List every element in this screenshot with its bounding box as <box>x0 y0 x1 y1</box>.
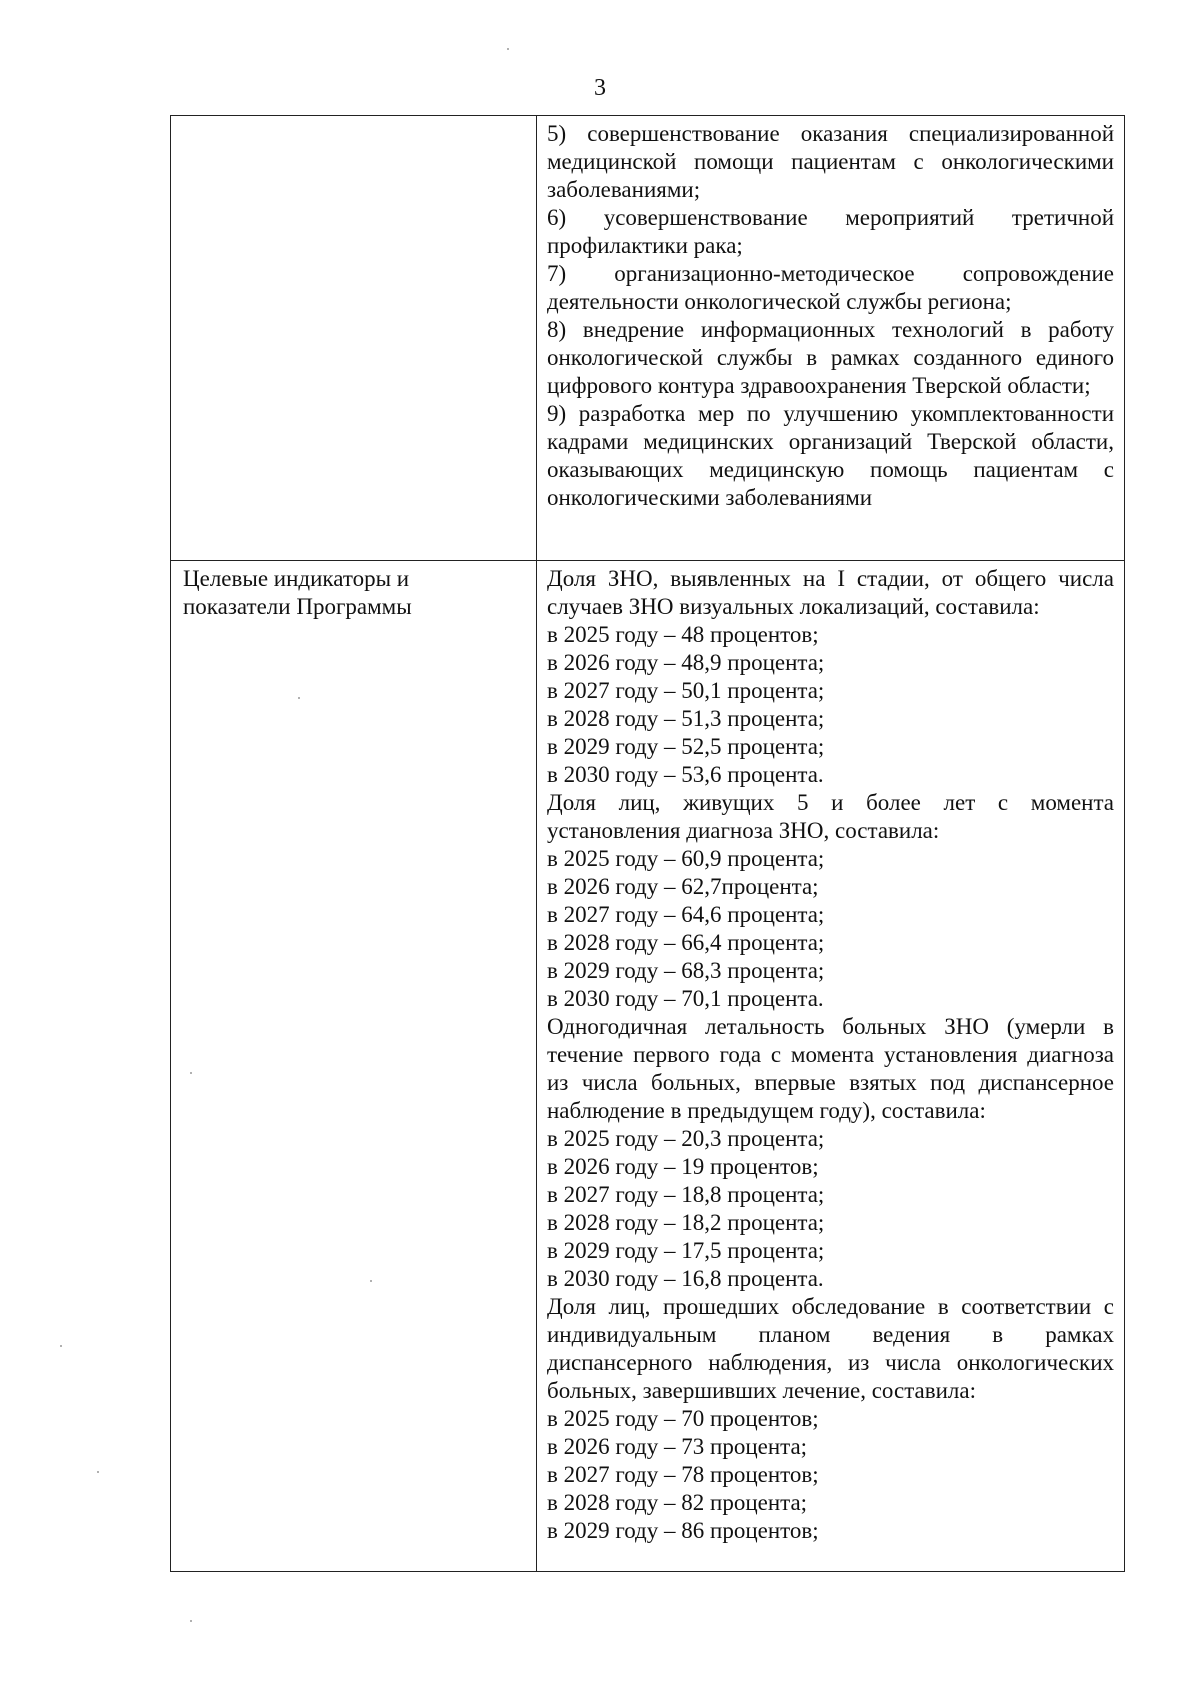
scan-speck <box>370 1280 372 1282</box>
indicator-value: в 2026 году – 73 процента; <box>547 1434 808 1459</box>
indicator-value: в 2025 году – 48 процентов; <box>547 622 819 647</box>
row2-right-cell <box>537 561 1125 1572</box>
scan-speck <box>190 1620 192 1622</box>
task-item: 6) усовершенствование мероприятий третичной профилактики рака; <box>547 205 1114 258</box>
task-item: 9) разработка мер по улучшению укомплектованности кадрами медицинских организаций Тверской области, оказывающих медицинскую помощь пациентам с онкологическими заболеваниями <box>547 401 1114 510</box>
indicator-value: в 2029 году – 86 процентов; <box>547 1518 819 1543</box>
indicator-value: в 2028 году – 18,2 процента; <box>547 1210 825 1235</box>
indicator-value: в 2027 году – 78 процентов; <box>547 1462 819 1487</box>
indicator-value: в 2028 году – 51,3 процента; <box>547 706 825 731</box>
indicator-value: в 2025 году – 70 процентов; <box>547 1406 819 1431</box>
scan-speck <box>97 1471 99 1473</box>
table-row <box>171 561 1125 1572</box>
indicator-value: в 2026 году – 19 процентов; <box>547 1154 819 1179</box>
task-item: 7) организационно-методическое сопровождение деятельности онкологической службы региона; <box>547 261 1114 314</box>
indicator-value: в 2029 году – 17,5 процента; <box>547 1238 825 1263</box>
scan-speck <box>507 48 509 50</box>
indicator-title: Доля лиц, прошедших обследование в соответствии с индивидуальным планом ведения в рамках диспансерного наблюдения, из числа онкологических больных, завершивших лечение, составила: <box>547 1294 1114 1403</box>
indicator-value: в 2030 году – 16,8 процента. <box>547 1266 824 1291</box>
section-label-line: Целевые индикаторы и <box>183 566 410 591</box>
indicator-title: Доля лиц, живущих 5 и более лет с момента установления диагноза ЗНО, составила: <box>547 790 1114 843</box>
indicator-value: в 2029 году – 68,3 процента; <box>547 958 825 983</box>
scan-speck <box>190 1072 192 1074</box>
task-item: 8) внедрение информационных технологий в работу онкологической службы в рамках созданного единого цифрового контура здравоохранения Тверской области; <box>547 317 1114 398</box>
indicator-value: в 2028 году – 82 процента; <box>547 1490 808 1515</box>
indicator-value: в 2027 году – 50,1 процента; <box>547 678 825 703</box>
row1-right-cell <box>537 116 1125 561</box>
indicator-value: в 2026 году – 48,9 процента; <box>547 650 825 675</box>
scan-speck <box>60 1345 62 1347</box>
program-passport-table <box>170 115 1125 1572</box>
indicator-value: в 2028 году – 66,4 процента; <box>547 930 825 955</box>
indicator-title: Одногодичная летальность больных ЗНО (умерли в течение первого года с момента установления диагноза из числа больных, впервые взятых под диспансерное наблюдение в предыдущем году), составила: <box>547 1014 1114 1123</box>
row2-left-cell <box>171 561 537 1572</box>
indicator-value: в 2025 году – 60,9 процента; <box>547 846 825 871</box>
table-row <box>171 116 1125 561</box>
page-number: 3 <box>594 75 606 101</box>
indicator-value: в 2026 году – 62,7процента; <box>547 874 819 899</box>
indicator-value: в 2027 году – 64,6 процента; <box>547 902 825 927</box>
indicator-value: в 2029 году – 52,5 процента; <box>547 734 825 759</box>
indicator-value: в 2030 году – 53,6 процента. <box>547 762 824 787</box>
indicator-value: в 2027 году – 18,8 процента; <box>547 1182 825 1207</box>
task-item: 5) совершенствование оказания специализированной медицинской помощи пациентам с онкологическими заболеваниями; <box>547 121 1114 202</box>
scan-speck <box>298 697 300 699</box>
row1-left-cell <box>171 116 537 561</box>
indicator-title: Доля ЗНО, выявленных на I стадии, от общего числа случаев ЗНО визуальных локализаций, составила: <box>547 566 1114 619</box>
section-label-line: показатели Программы <box>183 594 412 619</box>
indicator-value: в 2025 году – 20,3 процента; <box>547 1126 825 1151</box>
indicator-value: в 2030 году – 70,1 процента. <box>547 986 824 1011</box>
